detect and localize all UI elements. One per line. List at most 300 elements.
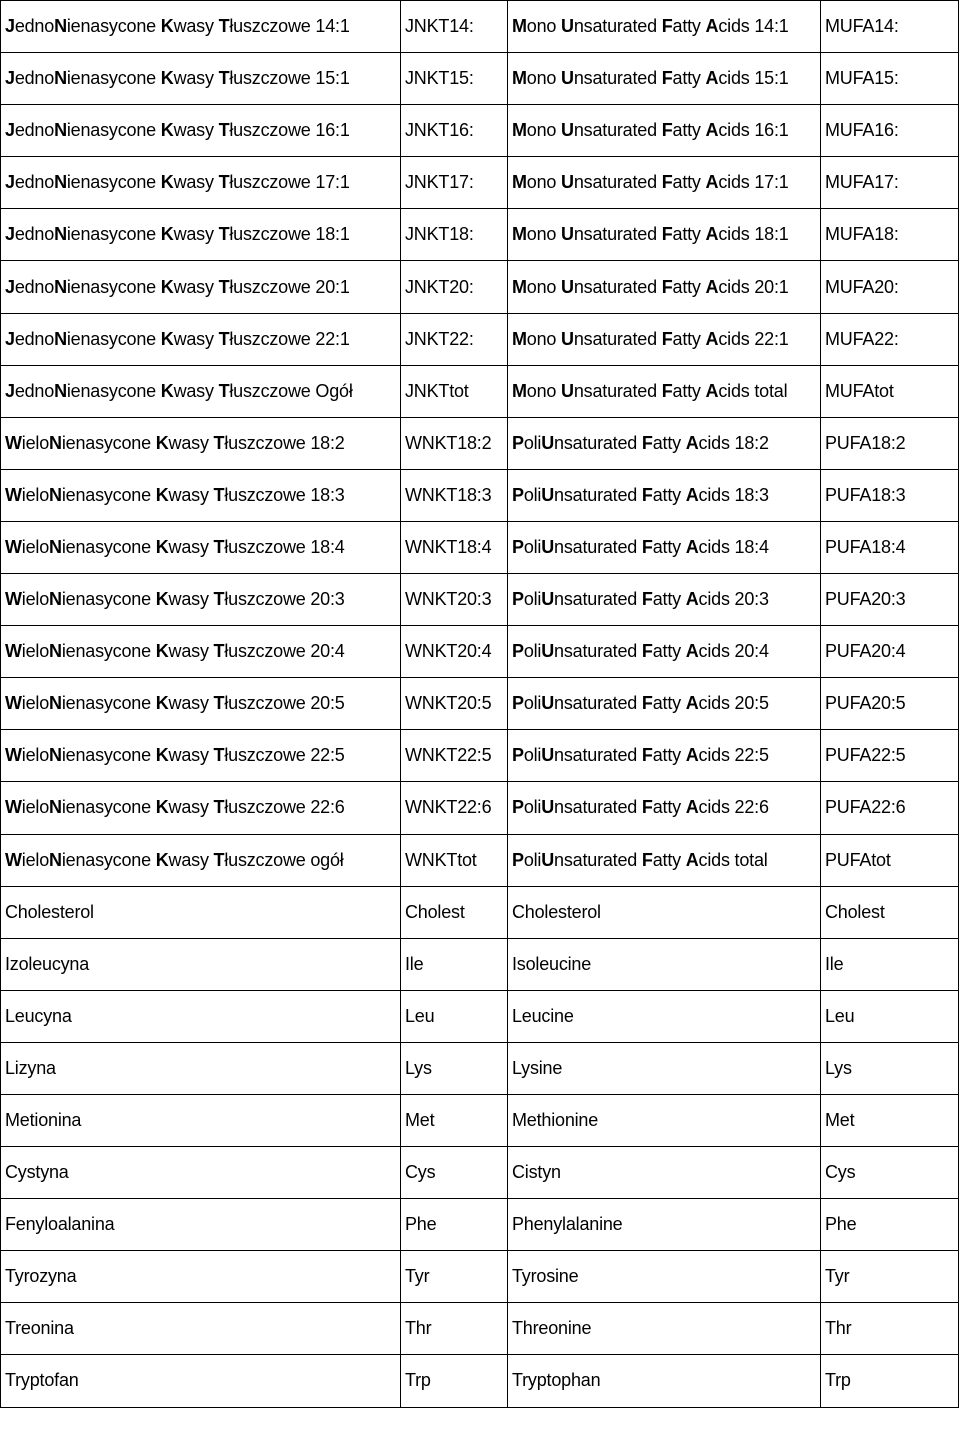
cell-text: ienasycone <box>66 120 161 141</box>
english-abbrev-cell <box>821 1303 959 1355</box>
cell-text: Cys <box>405 1162 436 1183</box>
cell-text: Tyrozyna <box>5 1266 77 1287</box>
cell-text: wasy <box>168 484 214 505</box>
bold-initial: T <box>213 484 225 505</box>
cell-text: łuszczowe 22:5 <box>224 745 345 766</box>
cell-text: oli <box>523 641 542 662</box>
cell-text: edno <box>14 328 55 349</box>
bold-initial: W <box>5 484 22 505</box>
cell-text: ielo <box>21 693 50 714</box>
cell-text: łuszczowe 22:6 <box>224 797 345 818</box>
english-name-cell <box>508 1251 821 1303</box>
polish-abbrev-cell <box>401 417 508 469</box>
cell-text: łuszczowe 20:5 <box>224 693 345 714</box>
cell-text: ienasycone <box>61 641 156 662</box>
cell-text: JNKT18: <box>405 224 474 245</box>
cell-text: łuszczowe 22:1 <box>229 328 350 349</box>
bold-initial: T <box>218 120 230 141</box>
table-row <box>1 678 959 730</box>
cell-text: cids 20:5 <box>698 693 769 714</box>
cell-text: łuszczowe 16:1 <box>229 120 350 141</box>
cell-text: JNKT20: <box>405 276 474 297</box>
bold-initial: A <box>685 797 699 818</box>
cell-text: Threonine <box>512 1318 592 1339</box>
polish-name-cell <box>1 469 401 521</box>
cell-text: ielo <box>21 745 50 766</box>
cell-text: oli <box>523 432 542 453</box>
cell-text: cids 20:3 <box>698 589 769 610</box>
cell-text: cids 18:2 <box>698 432 769 453</box>
cell-text: wasy <box>173 276 219 297</box>
cell-text: ielo <box>21 432 50 453</box>
cell-text: atty <box>672 68 706 89</box>
cell-text: wasy <box>168 849 214 870</box>
cell-text: atty <box>672 328 706 349</box>
bold-initial: P <box>512 589 524 610</box>
bold-initial: K <box>160 172 174 193</box>
english-name-cell <box>508 626 821 678</box>
bold-initial: W <box>5 849 22 870</box>
bold-initial: U <box>561 276 574 297</box>
cell-text: JNKT16: <box>405 120 474 141</box>
bold-initial: N <box>54 224 67 245</box>
polish-abbrev-cell <box>401 1355 508 1407</box>
cell-text: ono <box>526 276 562 297</box>
english-name-cell <box>508 1042 821 1094</box>
polish-name-cell <box>1 209 401 261</box>
cell-text: ono <box>526 172 562 193</box>
bold-initial: F <box>661 328 673 349</box>
bold-initial: U <box>541 797 555 818</box>
cell-text: atty <box>672 16 706 37</box>
cell-text: ono <box>526 68 562 89</box>
cell-text: edno <box>14 68 55 89</box>
cell-text: PUFA22:6 <box>825 797 906 818</box>
bold-initial: M <box>512 276 527 297</box>
polish-abbrev-cell <box>401 261 508 313</box>
cell-text: cids total <box>718 380 788 401</box>
bold-initial: N <box>54 380 67 401</box>
table-row <box>1 574 959 626</box>
bold-initial: K <box>160 224 174 245</box>
bold-initial: F <box>661 172 673 193</box>
bold-initial: W <box>5 641 22 662</box>
cell-text: Lizyna <box>5 1057 56 1078</box>
cell-text: cids 16:1 <box>718 120 789 141</box>
polish-abbrev-cell <box>401 938 508 990</box>
english-abbrev-cell <box>821 1199 959 1251</box>
polish-abbrev-cell <box>401 730 508 782</box>
bold-initial: P <box>512 484 524 505</box>
bold-initial: F <box>661 16 673 37</box>
polish-name-cell <box>1 1147 401 1199</box>
bold-initial: W <box>5 536 22 557</box>
cell-text: atty <box>652 484 686 505</box>
cell-text: Cistyn <box>512 1162 561 1183</box>
polish-abbrev-cell <box>401 1094 508 1146</box>
cell-text: PUFA20:3 <box>825 589 906 610</box>
cell-text: Treonina <box>5 1318 74 1339</box>
bold-initial: P <box>512 745 524 766</box>
polish-abbrev-cell <box>401 1251 508 1303</box>
polish-name-cell <box>1 1094 401 1146</box>
english-name-cell <box>508 157 821 209</box>
english-abbrev-cell <box>821 209 959 261</box>
english-name-cell <box>508 678 821 730</box>
table-row <box>1 1303 959 1355</box>
polish-name-cell <box>1 886 401 938</box>
table-row <box>1 1094 959 1146</box>
english-name-cell <box>508 1199 821 1251</box>
cell-text: ono <box>526 380 562 401</box>
table-row <box>1 313 959 365</box>
cell-text: JNKTtot <box>405 380 469 401</box>
table-row <box>1 53 959 105</box>
cell-text: Phe <box>825 1214 857 1235</box>
cell-text: WNKT20:5 <box>405 693 492 714</box>
cell-text: Tryptofan <box>5 1370 79 1391</box>
cell-text: Isoleucine <box>512 953 592 974</box>
bold-initial: W <box>5 693 22 714</box>
cell-text: edno <box>14 16 55 37</box>
english-abbrev-cell <box>821 730 959 782</box>
bold-initial: T <box>218 328 230 349</box>
cell-text: Met <box>405 1110 435 1131</box>
cell-text: cids 18:4 <box>698 536 769 557</box>
english-abbrev-cell <box>821 521 959 573</box>
cell-text: ienasycone <box>61 797 156 818</box>
cell-text: cids 18:1 <box>718 224 789 245</box>
cell-text: WNKT20:3 <box>405 589 492 610</box>
cell-text: edno <box>14 120 55 141</box>
cell-text: ienasycone <box>66 328 161 349</box>
table-row <box>1 626 959 678</box>
cell-text: ono <box>526 16 562 37</box>
table-row <box>1 1042 959 1094</box>
bold-initial: K <box>155 693 169 714</box>
bold-initial: M <box>512 68 527 89</box>
cell-text: ienasycone <box>61 849 156 870</box>
cell-text: WNKT22:5 <box>405 745 492 766</box>
cell-text: oli <box>523 693 542 714</box>
bold-initial: J <box>5 224 15 245</box>
bold-initial: A <box>685 849 699 870</box>
english-abbrev-cell <box>821 469 959 521</box>
english-abbrev-cell <box>821 990 959 1042</box>
cell-text: PUFA22:5 <box>825 745 906 766</box>
cell-text: Tyr <box>405 1266 430 1287</box>
english-abbrev-cell <box>821 105 959 157</box>
cell-text: nsaturated <box>573 68 662 89</box>
polish-abbrev-cell <box>401 574 508 626</box>
polish-abbrev-cell <box>401 678 508 730</box>
bold-initial: N <box>49 484 62 505</box>
cell-text: ienasycone <box>66 380 161 401</box>
table-row <box>1 1355 959 1407</box>
bold-initial: T <box>218 172 230 193</box>
cell-text: ono <box>526 224 562 245</box>
cell-text: PUFAtot <box>825 849 891 870</box>
cell-text: oli <box>523 797 542 818</box>
polish-name-cell <box>1 313 401 365</box>
cell-text: Cholest <box>405 901 465 922</box>
cell-text: nsaturated <box>554 641 642 662</box>
cell-text: cids 22:5 <box>698 745 769 766</box>
cell-text: nsaturated <box>573 16 662 37</box>
cell-text: ienasycone <box>66 172 161 193</box>
cell-text: łuszczowe 18:2 <box>224 432 345 453</box>
polish-name-cell <box>1 1251 401 1303</box>
cell-text: nsaturated <box>554 797 642 818</box>
cell-text: Trp <box>825 1370 851 1391</box>
cell-text: WNKTtot <box>405 849 477 870</box>
english-abbrev-cell <box>821 574 959 626</box>
bold-initial: A <box>685 641 699 662</box>
cell-text: cids 20:1 <box>718 276 789 297</box>
cell-text: WNKT22:6 <box>405 797 492 818</box>
bold-initial: A <box>685 484 699 505</box>
english-name-cell <box>508 521 821 573</box>
cell-text: wasy <box>173 16 219 37</box>
bold-initial: F <box>661 68 673 89</box>
bold-initial: P <box>512 797 524 818</box>
cell-text: atty <box>652 849 686 870</box>
english-name-cell <box>508 834 821 886</box>
bold-initial: N <box>49 745 62 766</box>
cell-text: nsaturated <box>554 432 642 453</box>
table-row <box>1 1199 959 1251</box>
bold-initial: F <box>661 120 673 141</box>
bold-initial: U <box>541 484 555 505</box>
cell-text: Thr <box>825 1318 852 1339</box>
table-row <box>1 730 959 782</box>
bold-initial: T <box>213 536 225 557</box>
cell-text: Metionina <box>5 1110 82 1131</box>
cell-text: atty <box>672 380 706 401</box>
bold-initial: U <box>561 120 574 141</box>
bold-initial: N <box>54 172 67 193</box>
cell-text: oli <box>523 849 542 870</box>
cell-text: edno <box>14 276 55 297</box>
polish-name-cell <box>1 1355 401 1407</box>
cell-text: wasy <box>168 745 214 766</box>
bold-initial: F <box>661 224 673 245</box>
cell-text: ielo <box>21 589 50 610</box>
cell-text: cids total <box>698 849 768 870</box>
table-row <box>1 1251 959 1303</box>
cell-text: wasy <box>173 380 219 401</box>
polish-name-cell <box>1 157 401 209</box>
cell-text: Cystyna <box>5 1162 69 1183</box>
english-abbrev-cell <box>821 313 959 365</box>
english-abbrev-cell <box>821 157 959 209</box>
cell-text: nsaturated <box>573 328 662 349</box>
cell-text: ienasycone <box>61 536 156 557</box>
cell-text: PUFA18:4 <box>825 536 906 557</box>
polish-name-cell <box>1 521 401 573</box>
polish-abbrev-cell <box>401 157 508 209</box>
cell-text: WNKT18:4 <box>405 536 492 557</box>
cell-text: wasy <box>168 693 214 714</box>
table-row <box>1 469 959 521</box>
polish-name-cell <box>1 417 401 469</box>
bold-initial: K <box>155 641 169 662</box>
english-abbrev-cell <box>821 365 959 417</box>
cell-text: ienasycone <box>66 16 161 37</box>
english-abbrev-cell <box>821 1355 959 1407</box>
bold-initial: M <box>512 120 527 141</box>
bold-initial: T <box>218 68 230 89</box>
bold-initial: U <box>561 16 574 37</box>
cell-text: nsaturated <box>554 536 642 557</box>
cell-text: PUFA20:4 <box>825 641 906 662</box>
polish-abbrev-cell <box>401 990 508 1042</box>
english-abbrev-cell <box>821 1251 959 1303</box>
bold-initial: N <box>49 797 62 818</box>
cell-text: Leu <box>405 1005 435 1026</box>
table-row <box>1 990 959 1042</box>
cell-text: wasy <box>173 328 219 349</box>
english-name-cell <box>508 1303 821 1355</box>
english-name-cell <box>508 782 821 834</box>
bold-initial: F <box>641 641 653 662</box>
bold-initial: N <box>49 432 62 453</box>
cell-text: Phenylalanine <box>512 1214 623 1235</box>
cell-text: atty <box>652 797 686 818</box>
bold-initial: J <box>5 120 15 141</box>
polish-abbrev-cell <box>401 313 508 365</box>
polish-abbrev-cell <box>401 834 508 886</box>
cell-text: cids 17:1 <box>718 172 789 193</box>
cell-text: ienasycone <box>61 484 156 505</box>
bold-initial: T <box>213 693 225 714</box>
cell-text: Tyrosine <box>512 1266 579 1287</box>
bold-initial: A <box>685 693 699 714</box>
bold-initial: M <box>512 380 527 401</box>
cell-text: nsaturated <box>573 172 662 193</box>
polish-name-cell <box>1 730 401 782</box>
bold-initial: J <box>5 172 15 193</box>
cell-text: Trp <box>405 1370 431 1391</box>
cell-text: łuszczowe 15:1 <box>229 68 350 89</box>
table-row <box>1 417 959 469</box>
cell-text: ielo <box>21 849 50 870</box>
polish-name-cell <box>1 990 401 1042</box>
cell-text: ienasycone <box>61 745 156 766</box>
cell-text: cids 22:1 <box>718 328 789 349</box>
cell-text: łuszczowe 20:3 <box>224 589 345 610</box>
cell-text: wasy <box>173 172 219 193</box>
english-name-cell <box>508 938 821 990</box>
cell-text: MUFA20: <box>825 276 899 297</box>
bold-initial: T <box>213 589 225 610</box>
bold-initial: T <box>213 849 225 870</box>
bold-initial: N <box>54 68 67 89</box>
bold-initial: K <box>160 120 174 141</box>
cell-text: oli <box>523 745 542 766</box>
cell-text: MUFA18: <box>825 224 899 245</box>
cell-text: ienasycone <box>66 68 161 89</box>
bold-initial: A <box>705 68 719 89</box>
bold-initial: A <box>705 120 719 141</box>
cell-text: JNKT14: <box>405 16 474 37</box>
bold-initial: K <box>155 589 169 610</box>
cell-text: MUFAtot <box>825 380 894 401</box>
cell-text: MUFA17: <box>825 172 899 193</box>
table-row <box>1 209 959 261</box>
cell-text: Cholest <box>825 901 885 922</box>
table-row <box>1 782 959 834</box>
cell-text: atty <box>652 536 686 557</box>
english-name-cell <box>508 417 821 469</box>
bold-initial: P <box>512 432 524 453</box>
english-abbrev-cell <box>821 782 959 834</box>
cell-text: łuszczowe Ogół <box>229 380 353 401</box>
bold-initial: U <box>541 432 555 453</box>
polish-abbrev-cell <box>401 626 508 678</box>
polish-abbrev-cell <box>401 1 508 53</box>
cell-text: Phe <box>405 1214 437 1235</box>
polish-name-cell <box>1 1 401 53</box>
bold-initial: U <box>541 641 555 662</box>
english-abbrev-cell <box>821 1147 959 1199</box>
english-abbrev-cell <box>821 626 959 678</box>
english-abbrev-cell <box>821 417 959 469</box>
cell-text: nsaturated <box>554 693 642 714</box>
table-row <box>1 1147 959 1199</box>
bold-initial: U <box>561 380 574 401</box>
bold-initial: J <box>5 16 15 37</box>
cell-text: Cholesterol <box>5 901 94 922</box>
bold-initial: N <box>49 693 62 714</box>
bold-initial: A <box>685 589 699 610</box>
cell-text: cids 20:4 <box>698 641 769 662</box>
bold-initial: F <box>641 589 653 610</box>
cell-text: nsaturated <box>554 745 642 766</box>
cell-text: łuszczowe 17:1 <box>229 172 350 193</box>
cell-text: Cholesterol <box>512 901 601 922</box>
polish-abbrev-cell <box>401 53 508 105</box>
bold-initial: N <box>54 16 67 37</box>
cell-text: WNKT18:3 <box>405 484 492 505</box>
table-row <box>1 365 959 417</box>
bold-initial: T <box>218 380 230 401</box>
bold-initial: A <box>705 276 719 297</box>
cell-text: oli <box>523 589 542 610</box>
english-name-cell <box>508 209 821 261</box>
bold-initial: J <box>5 68 15 89</box>
english-name-cell <box>508 469 821 521</box>
cell-text: atty <box>672 172 706 193</box>
polish-abbrev-cell <box>401 105 508 157</box>
polish-name-cell <box>1 938 401 990</box>
polish-name-cell <box>1 53 401 105</box>
english-name-cell <box>508 1355 821 1407</box>
bold-initial: P <box>512 693 524 714</box>
bold-initial: T <box>213 641 225 662</box>
bold-initial: A <box>685 432 699 453</box>
english-name-cell <box>508 53 821 105</box>
english-name-cell <box>508 365 821 417</box>
cell-text: edno <box>14 224 55 245</box>
english-abbrev-cell <box>821 1 959 53</box>
cell-text: Izoleucyna <box>5 953 90 974</box>
polish-abbrev-cell <box>401 1042 508 1094</box>
cell-text: ielo <box>21 797 50 818</box>
cell-text: Thr <box>405 1318 432 1339</box>
cell-text: Leucine <box>512 1005 574 1026</box>
cell-text: oli <box>523 536 542 557</box>
